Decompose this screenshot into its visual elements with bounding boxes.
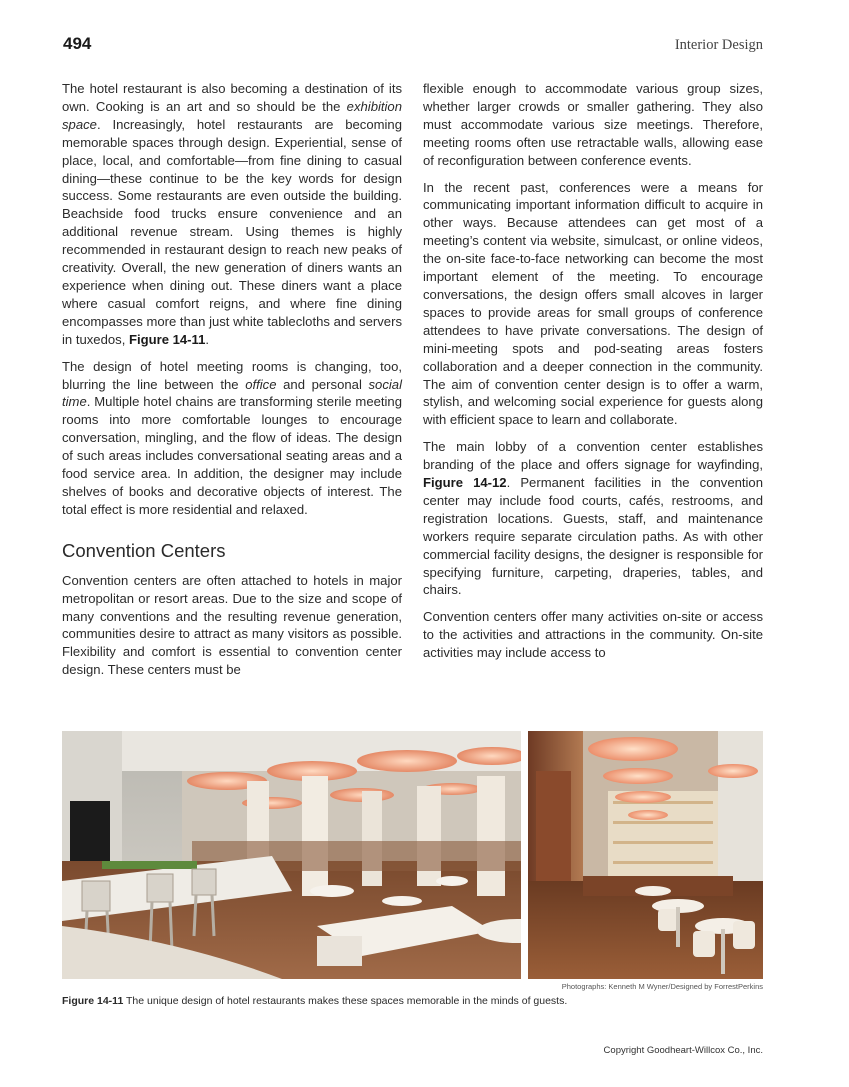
photo-credit: Photographs: Kenneth M Wyner/Designed by ForrestPerkins bbox=[561, 982, 763, 991]
figure-caption-label: Figure 14-11 bbox=[62, 995, 124, 1007]
paragraph-convention-centers: Convention centers are often attached to hotels in major metropolitan or resort areas. Due to the size and scope of many conventions and the resulting revenue generation, communities desire to attract as many visitors as possible. Flexibility and comfort is essential to convention center design. These centers must be bbox=[62, 572, 402, 678]
page-number: 494 bbox=[63, 34, 92, 53]
left-column bbox=[62, 80, 402, 688]
paragraph-meeting-rooms: The design of hotel meeting rooms is changing, too, blurring the line between the office and personal social time. Multiple hotel chains are transforming sterile meeting rooms into more comfortable lounges to encourage conversation, mingling, and the flow of ideas. The design of such areas includes conversational seating areas and a food service area. In addition, the designer may include shelves of books and decorative objects of interest. The total effect is more residential and relaxed. bbox=[62, 358, 402, 517]
figure-reference-14-12: Figure 14-12 bbox=[423, 475, 507, 491]
section-heading-convention-centers: Convention Centers bbox=[62, 539, 226, 561]
paragraph-main-lobby: The main lobby of a convention center establishes branding of the place and offers signage for wayfinding, Figure 14-12. Permanent facilities in the convention center may include food courts, cafés, restrooms, and registration locations. Guests, staff, and maintenance workers require separate circulation paths. As with other commercial facility designs, the designer is responsible for specifying furniture, carpeting, draperies, tables, and chairs. bbox=[423, 439, 763, 598]
running-head: Interior Design bbox=[674, 37, 763, 53]
hotel-restaurant-lounge-photo bbox=[62, 731, 521, 979]
copyright-notice: Copyright Goodheart-Willcox Co., Inc. bbox=[603, 1045, 763, 1056]
paragraph-flexibility: flexible enough to accommodate various group sizes, whether larger crowds or smaller gathering. They also must accommodate various size meetings. Therefore, meeting rooms often use retractable walls, allowing ease of reconfiguration between conference events. bbox=[423, 81, 763, 168]
paragraph-networking: In the recent past, conferences were a means for communicating important information difficult to acquire in other ways. Because attendees can get most of a meeting’s content via website, simulcast, or online videos, the on-site face-to-face networking can become the most important element of the meeting. To encourage conversations, the design offers small alcoves in larger spaces to provide areas for small groups of conference attendees to have private conversations. The design of mini-meeting spots and pod-seating areas fosters collaboration and a deeper connection in the community. The aim of convention center design is to offer a warm, stylish, and welcoming social experience for guests along with efficient space to learn and collaborate. bbox=[423, 179, 763, 428]
paragraph-hotel-restaurant: The hotel restaurant is also becoming a destination of its own. Cooking is an art and so should be the exhibition space. Increasingly, hotel restaurants are becoming memorable spaces through design. Experiential, sense of place, local, and comfortable—from fine dining to casual dining—these continue to be the key words for design success. Some restaurants are even outside the building. Beachside food trucks ensure convenience and an additional revenue stream. Using themes is highly recommended in restaurant design to reach new peaks of creativity. Overall, the new generation of diners wants an experience when dining out. These diners want a place where casual comfort reigns, and where fine dining encompasses more than just white tablecloths and servers in tuxedos, Figure 14-11. bbox=[62, 81, 402, 347]
lounge-illustration bbox=[62, 731, 521, 979]
figure-caption: Figure 14-11 The unique design of hotel restaurants makes these spaces memorable in the minds of guests. bbox=[62, 995, 568, 1007]
hotel-restaurant-dining-photo bbox=[528, 731, 763, 979]
dining-illustration bbox=[528, 731, 763, 979]
figure-reference-14-11: Figure 14-11 bbox=[128, 331, 206, 347]
paragraph-activities: Convention centers offer many activities on-site or access to the activities and attractions in the community. On-site activities may include access to bbox=[423, 609, 763, 661]
right-column bbox=[423, 80, 763, 671]
